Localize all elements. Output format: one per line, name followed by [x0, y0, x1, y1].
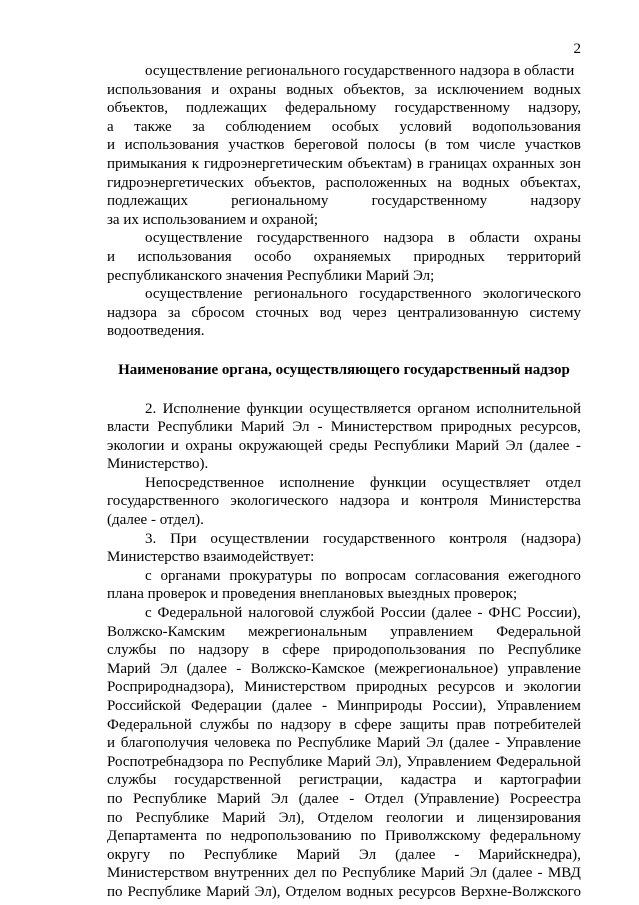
word: водопользования — [472, 118, 581, 135]
paragraph-wastewater-supervision — [107, 285, 581, 341]
word: межрегиональным — [248, 623, 368, 640]
word: Республике — [507, 642, 581, 659]
document-body — [107, 62, 581, 902]
word: государственного — [359, 286, 472, 303]
word: (далее — [186, 660, 227, 677]
word: по — [169, 642, 186, 659]
word: (далее — [395, 846, 436, 863]
word: ФНС — [488, 605, 522, 622]
text-line — [107, 229, 581, 248]
word: Управлением — [496, 698, 581, 714]
word: условий — [399, 118, 452, 135]
word: и — [505, 679, 514, 696]
word: органами — [160, 567, 221, 584]
word: функции — [370, 474, 427, 491]
word: (далее — [492, 865, 533, 882]
word: Марий — [206, 883, 250, 900]
word: ежегодного — [508, 567, 581, 584]
word: государственному — [394, 100, 511, 117]
text-line — [107, 567, 581, 586]
word: и — [107, 248, 116, 265]
word: Отделом — [317, 809, 374, 826]
word: с — [145, 567, 152, 584]
text-line — [107, 437, 581, 456]
word: недропользованию — [230, 828, 352, 845]
word: сбросом — [191, 304, 245, 321]
word: (далее — [529, 437, 570, 454]
word: надзору, — [528, 100, 581, 117]
word: охранных — [492, 155, 555, 172]
word: зон — [559, 155, 581, 172]
word: осуществлении — [210, 530, 310, 547]
word: согласования — [414, 567, 500, 584]
word: службы — [107, 772, 157, 789]
word: исполнение — [279, 474, 355, 491]
word: государственной — [174, 772, 282, 789]
word: числе — [478, 137, 516, 154]
word: внутренних — [213, 865, 290, 882]
word: службы — [107, 642, 157, 659]
word: отдел — [545, 474, 581, 491]
word: подлежащих — [186, 100, 267, 117]
text-line — [107, 846, 581, 865]
word: Республике — [248, 753, 323, 770]
word: использования — [137, 248, 232, 265]
text-line: республиканского значения Республики Марий Эл; — [107, 267, 435, 284]
word: исключением — [437, 81, 524, 98]
word: охраняемых — [313, 248, 392, 265]
word: - — [454, 846, 460, 863]
word: сфере — [282, 642, 320, 659]
word: по — [478, 642, 495, 659]
word: надзору — [280, 716, 332, 733]
word: водных — [346, 883, 394, 900]
word: Эл — [270, 790, 289, 807]
word: расположенных — [325, 174, 427, 191]
word: Республике — [297, 735, 372, 752]
word: - — [494, 735, 500, 752]
word: природных — [413, 248, 485, 265]
word: прав — [456, 716, 486, 733]
word: за — [167, 304, 181, 321]
word: Отделом — [285, 883, 342, 900]
word: по — [169, 846, 185, 863]
text-line — [107, 678, 581, 697]
word: государственного — [107, 493, 220, 510]
word: - — [236, 660, 242, 677]
word: в — [339, 716, 347, 733]
word: Марий — [420, 865, 465, 882]
word: водных — [462, 174, 510, 191]
paragraph-prosecution — [107, 567, 581, 604]
word: Волжско-Камское — [250, 660, 365, 677]
word: благополучия — [120, 735, 209, 752]
word: геологии — [386, 809, 444, 826]
word: по — [360, 828, 377, 845]
word: ресурсов, — [519, 419, 581, 436]
word: государственному — [371, 193, 488, 210]
word: береговой — [293, 137, 359, 154]
word: России — [380, 605, 426, 622]
text-line — [107, 883, 581, 902]
text-line — [107, 734, 581, 753]
text-line — [107, 604, 581, 623]
word: ресурсов — [398, 883, 456, 900]
word: экологического — [483, 286, 581, 303]
text-line — [107, 492, 581, 511]
word: Управление — [505, 735, 581, 752]
word: - — [575, 437, 581, 454]
word: участков — [228, 137, 285, 154]
word: государственного — [323, 530, 436, 547]
word: Эл), — [278, 809, 305, 826]
word: в — [262, 642, 270, 659]
word: по — [276, 735, 292, 752]
word: Приволжскому — [385, 828, 481, 845]
word: Министерством — [107, 865, 209, 882]
word: Министерством — [330, 419, 433, 436]
word: контроля — [420, 493, 479, 510]
word: использования — [107, 81, 202, 98]
text-line — [107, 771, 581, 790]
word: Эл — [292, 419, 310, 436]
word: Республике — [135, 809, 210, 826]
word: и — [456, 809, 465, 826]
word: Росприроднадзора), — [107, 679, 234, 696]
word: службы — [199, 716, 250, 733]
word: службой — [319, 605, 375, 622]
word: а — [107, 118, 114, 135]
paragraph-direct-execution — [107, 474, 581, 530]
word: потребителей — [493, 716, 581, 733]
word: по — [228, 753, 244, 770]
word: органом — [417, 400, 470, 417]
word: осуществляется — [309, 400, 412, 417]
text-line — [107, 304, 581, 323]
text-line — [107, 136, 581, 155]
word: и — [211, 81, 220, 98]
word: Марий — [376, 735, 421, 752]
word: - — [349, 790, 355, 807]
word: Федеральной — [496, 623, 581, 640]
text-line — [107, 155, 581, 174]
word: систему — [529, 304, 581, 321]
word: осуществление — [145, 230, 243, 247]
word: экологии — [523, 679, 581, 696]
paragraph-executive-body — [107, 400, 581, 474]
word: Республике — [127, 883, 202, 900]
word: гидроэнергетических — [107, 174, 244, 191]
word: использования — [124, 137, 219, 154]
word: Отдел — [364, 790, 404, 807]
word: Волжско-Камским — [107, 623, 225, 640]
word: России), — [526, 605, 581, 622]
text-line — [107, 285, 581, 304]
word: полосы — [367, 137, 416, 154]
word: окружающей — [238, 437, 323, 454]
word: по — [257, 716, 273, 733]
word: функции — [246, 400, 303, 417]
word: участков — [524, 137, 581, 154]
word: через — [352, 304, 387, 321]
word: кадастра — [400, 772, 457, 789]
word: природных — [356, 679, 428, 696]
paragraph-protected-territories — [107, 229, 581, 285]
word: Министерством — [244, 679, 346, 696]
text-line — [107, 474, 581, 493]
text-line — [107, 530, 581, 549]
text-line: Министерство взаимодействует: — [107, 549, 315, 566]
word: водных — [286, 81, 334, 98]
text-line: водоотведения. — [107, 323, 205, 340]
word: особых — [331, 118, 379, 135]
text-line: осуществление регионального государственного надзора в области — [145, 63, 575, 79]
word: Эл — [505, 437, 523, 454]
word: дел — [294, 865, 317, 882]
word: - — [477, 605, 483, 622]
word: Российской — [107, 698, 181, 714]
text-line — [107, 400, 581, 419]
word: границах — [428, 155, 488, 172]
word: ресурсов — [437, 679, 496, 696]
word: особо — [254, 248, 292, 265]
word: округу — [107, 846, 151, 863]
word: Роспотребнадзора — [107, 753, 224, 770]
word: и — [474, 772, 483, 789]
paragraph-federal-agencies — [107, 604, 581, 902]
word: в — [447, 230, 455, 247]
word: Эл — [160, 660, 178, 677]
word: объектов, — [254, 174, 316, 191]
word: При — [170, 530, 197, 547]
word: надзора — [107, 304, 157, 321]
word: управлением — [390, 623, 474, 640]
word: Республики — [157, 419, 233, 436]
word: природных — [440, 419, 512, 436]
word: лицензирования — [477, 809, 581, 826]
word: контроля — [449, 530, 508, 547]
word: Федеральной — [496, 753, 581, 770]
word: по — [107, 809, 123, 826]
word: охраны — [185, 437, 233, 454]
word: федеральному — [285, 100, 377, 117]
word: надзора — [383, 230, 434, 247]
text-line — [107, 418, 581, 437]
word: человека — [213, 735, 271, 752]
paragraph-interaction — [107, 530, 581, 567]
word: Федеральной — [157, 605, 243, 622]
word: регистрации, — [299, 772, 383, 789]
word: и — [107, 137, 116, 154]
word: налоговой — [248, 605, 314, 622]
word: прокуратуры — [229, 567, 313, 584]
word: Марий — [327, 753, 371, 770]
text-line: за их использованием и охраной; — [107, 211, 319, 228]
page-number: 2 — [573, 41, 581, 57]
word: экологического — [230, 493, 329, 510]
word: по — [321, 865, 337, 882]
word: Марий — [296, 846, 340, 863]
word: Минприроды — [337, 698, 423, 714]
word: осуществляет — [441, 474, 530, 491]
word: регионального — [253, 286, 348, 303]
word: власти — [107, 419, 150, 436]
paragraph-regional-water-supervision — [107, 62, 581, 229]
text-line — [107, 641, 581, 660]
word: Управлением — [406, 753, 492, 770]
word: региональному — [231, 193, 329, 210]
text-line — [107, 81, 581, 100]
word: Эл), — [375, 753, 402, 770]
section-heading: Наименование органа, осуществляющего государственный надзор — [118, 361, 570, 378]
word: управление — [507, 660, 581, 677]
word: надзору — [198, 642, 249, 659]
word: (надзора) — [520, 530, 581, 547]
word: (межрегиональное) — [374, 660, 499, 677]
word: объектов, — [343, 81, 405, 98]
word: по — [107, 790, 123, 807]
text-line — [107, 192, 581, 211]
text-line — [107, 790, 581, 809]
word: (в — [424, 137, 437, 154]
word: 3. — [145, 530, 157, 547]
text-line: Министерство). — [107, 456, 209, 473]
word: Эл), — [254, 883, 281, 900]
word: к — [191, 155, 200, 172]
word: Марий — [216, 790, 261, 807]
word: 2. — [145, 400, 157, 417]
word: - — [317, 419, 323, 436]
word: (далее — [298, 790, 339, 807]
word: Республике — [132, 790, 207, 807]
word: надзору — [530, 193, 581, 210]
word: за — [192, 118, 205, 135]
word: гидроэнергетическим — [203, 155, 343, 172]
word: МВД — [547, 865, 581, 882]
word: природопользования — [332, 642, 466, 659]
word: охраны — [229, 81, 277, 98]
word: экологии — [107, 437, 165, 454]
word: примыкания — [107, 155, 187, 172]
word: защиты — [399, 716, 449, 733]
word: Непосредственное — [145, 474, 264, 491]
word: также — [134, 118, 172, 135]
word: Марий — [240, 419, 285, 436]
word: (далее — [449, 735, 490, 752]
word: - — [537, 865, 543, 882]
word: централизованную — [397, 304, 519, 321]
word: Республике — [203, 846, 278, 863]
word: объектах, — [520, 174, 581, 191]
word: (далее — [431, 605, 472, 622]
text-line — [107, 753, 581, 772]
text-line — [107, 809, 581, 828]
word: Федеральной — [107, 716, 192, 733]
word: Республики — [373, 437, 450, 454]
word: за — [414, 81, 428, 98]
word: Республике — [342, 865, 416, 882]
text-line — [107, 827, 581, 846]
word: федеральному — [489, 828, 581, 845]
word: государственного — [256, 230, 369, 247]
word: охраны — [534, 230, 581, 247]
text-line — [107, 697, 581, 716]
word: Департамента — [107, 828, 198, 845]
word: на — [437, 174, 452, 191]
text-line — [107, 118, 581, 137]
text-line: плана проверок и проведения внеплановых выездных проверок; — [107, 586, 518, 603]
text-line — [107, 864, 581, 883]
word: объектов, — [107, 100, 168, 117]
word: Марий — [222, 809, 266, 826]
word: Эл — [469, 865, 487, 882]
word: объектам) — [347, 155, 412, 172]
word: Марийскнедра), — [478, 846, 581, 863]
word: среды — [329, 437, 368, 454]
word: (далее — [271, 698, 312, 714]
word: Марий — [455, 437, 500, 454]
word: Эл — [426, 735, 444, 752]
word: Министерства — [489, 493, 581, 510]
word: исполнительной — [476, 400, 581, 417]
text-line — [107, 248, 581, 267]
word: и — [400, 493, 409, 510]
word: по — [107, 883, 123, 900]
word: Эл — [358, 846, 377, 863]
word: сточных — [255, 304, 309, 321]
word: том — [446, 137, 470, 154]
word: вод — [319, 304, 342, 321]
text-line — [107, 660, 581, 679]
text-line: (далее - отдел). — [107, 512, 204, 529]
word: и — [107, 735, 116, 752]
word: Федерации — [190, 698, 262, 714]
word: соблюдением — [225, 118, 312, 135]
word: территорий — [507, 248, 581, 265]
word: Исполнение — [162, 400, 241, 417]
word: области — [469, 230, 520, 247]
text-line — [107, 623, 581, 642]
word: по — [320, 567, 337, 584]
word: (Управление) — [414, 790, 500, 807]
word: надзора — [339, 493, 390, 510]
word: и — [170, 437, 179, 454]
text-line — [107, 716, 581, 735]
word: по — [206, 828, 222, 845]
word: России), — [432, 698, 487, 714]
word: с — [145, 605, 152, 622]
word: вопросам — [345, 567, 407, 584]
word: картографии — [500, 772, 581, 789]
text-line — [107, 174, 581, 193]
word: осуществление — [145, 286, 243, 303]
word: сфере — [354, 716, 392, 733]
word: в — [416, 155, 424, 172]
word: Марий — [107, 660, 151, 677]
word: подлежащих — [107, 193, 188, 210]
text-line — [107, 99, 581, 118]
word: Росреестра — [509, 790, 581, 807]
word: - — [322, 698, 327, 714]
word: водных — [533, 81, 581, 98]
word: Верхне-Волжского — [460, 883, 581, 900]
